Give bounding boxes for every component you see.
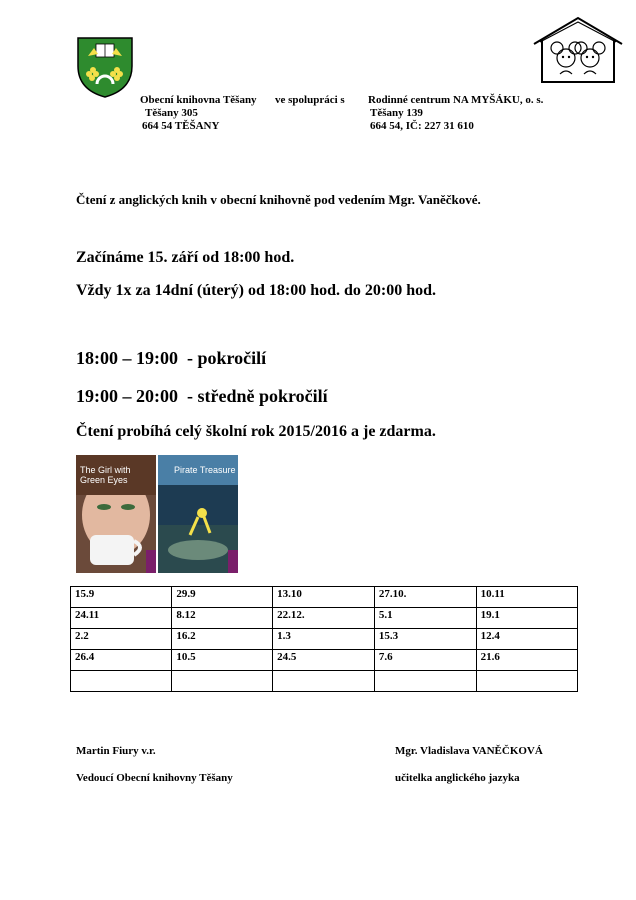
table-row	[71, 587, 578, 608]
date-cell: 19.1	[476, 608, 577, 629]
session-time: 19:00 – 20:00	[76, 386, 178, 406]
book-title: The Girl with Green Eyes	[80, 465, 131, 485]
date-cell: 24.5	[273, 650, 375, 671]
signer-left-role: Vedoucí Obecní knihovny Těšany	[76, 772, 233, 784]
date-cell	[374, 671, 476, 692]
date-cell: 10.5	[172, 650, 273, 671]
center-name: Rodinné centrum NA MYŠÁKU, o. s.	[368, 94, 544, 106]
table-row	[71, 671, 578, 692]
note-text: Čtení probíhá celý školní rok 2015/2016 a je zdarma.	[76, 423, 436, 440]
session-level: - pokročilí	[187, 348, 267, 368]
date-cell: 22.12.	[273, 608, 375, 629]
start-text: Začínáme 15. září od 18:00 hod.	[76, 249, 295, 266]
table-row	[71, 608, 578, 629]
date-cell: 15.9	[71, 587, 172, 608]
date-cell: 7.6	[374, 650, 476, 671]
session-row	[76, 348, 266, 369]
date-cell: 13.10	[273, 587, 375, 608]
coat-of-arms-logo	[76, 36, 134, 98]
date-cell: 8.12	[172, 608, 273, 629]
date-cell: 27.10.	[374, 587, 476, 608]
date-cell	[71, 671, 172, 692]
signer-right-role: učitelka anglického jazyka	[395, 772, 520, 784]
date-cell: 10.11	[476, 587, 577, 608]
session-time: 18:00 – 19:00	[76, 348, 178, 368]
date-cell	[476, 671, 577, 692]
date-cell	[273, 671, 375, 692]
intro-text: Čtení z anglických knih v obecní knihovně pod vedením Mgr. Vaněčkové.	[76, 192, 481, 207]
signer-left-name: Martin Fiury v.r.	[76, 745, 156, 757]
library-name: Obecní knihovna Těšany	[140, 94, 257, 106]
mice-house-logo	[530, 14, 626, 86]
library-city: 664 54 TĚŠANY	[142, 120, 220, 132]
center-city: 664 54, IČ: 227 31 610	[370, 120, 474, 132]
date-cell	[172, 671, 273, 692]
date-cell: 21.6	[476, 650, 577, 671]
signer-right-name: Mgr. Vladislava VANĚČKOVÁ	[395, 745, 543, 757]
table-row	[71, 629, 578, 650]
date-cell: 2.2	[71, 629, 172, 650]
library-street: Těšany 305	[145, 107, 198, 119]
book-cover-pirate-treasure	[158, 455, 238, 573]
book-title: Pirate Treasure	[174, 465, 236, 475]
cooperation-text: ve spolupráci s	[275, 94, 345, 106]
session-row	[76, 386, 328, 407]
date-cell: 5.1	[374, 608, 476, 629]
table-row	[71, 650, 578, 671]
date-cell: 24.11	[71, 608, 172, 629]
dates-table	[70, 586, 578, 692]
date-cell: 15.3	[374, 629, 476, 650]
date-cell: 26.4	[71, 650, 172, 671]
session-level: - středně pokročilí	[187, 386, 328, 406]
date-cell: 16.2	[172, 629, 273, 650]
date-cell: 1.3	[273, 629, 375, 650]
date-cell: 29.9	[172, 587, 273, 608]
book-cover-green-eyes	[76, 455, 156, 573]
center-street: Těšany 139	[370, 107, 423, 119]
schedule-text: Vždy 1x za 14dní (úterý) od 18:00 hod. do 20:00 hod.	[76, 282, 437, 299]
date-cell: 12.4	[476, 629, 577, 650]
